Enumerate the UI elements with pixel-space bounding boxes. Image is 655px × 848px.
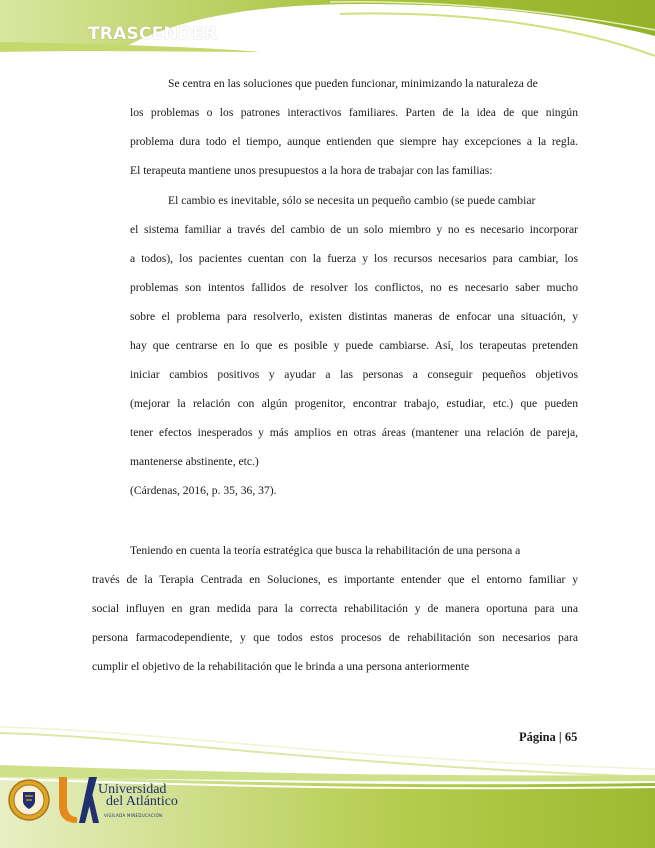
university-subtitle: VIGILADA MINEDUCACIÓN: [104, 813, 163, 818]
quote-line: sobre el problema para resolverlo, existen distintas maneras de enfocar una situación, y: [130, 310, 578, 323]
citation: (Cárdenas, 2016, p. 35, 36, 37).: [130, 484, 277, 497]
quote-line: mantenerse abstinente, etc.): [130, 455, 259, 468]
body-line: problema dura todo el tiempo, aunque entienden que siempre hay excepciones a la regla.: [130, 135, 578, 148]
university-monogram-icon: [55, 775, 99, 825]
body-line: los problemas o los patrones interactivos familiares. Parten de la idea de que ningún: [130, 106, 578, 119]
university-logo: [8, 773, 178, 827]
body-line: persona farmacodependiente, y que todos estos procesos de rehabilitación son necesarios para: [92, 631, 578, 644]
quote-line: a todos), los pacientes cuentan con la fuerza y los recursos necesarios para cambiar, los: [130, 252, 578, 265]
quote-line: tener efectos inesperados y más amplios en otras áreas (mantener una relación de pareja,: [130, 426, 578, 439]
university-name-line1: Universidad: [98, 782, 167, 797]
university-name: [98, 784, 178, 808]
page-number: Página | 65: [519, 730, 578, 744]
body-line: El terapeuta mantiene unos presupuestos a la hora de trabajar con las familias:: [130, 164, 493, 177]
university-name-line2: del Atlántico: [106, 794, 178, 809]
quote-line: hay que centrarse en lo que es posible y puede cambiarse. Así, los terapeutas pretenden: [130, 339, 578, 352]
body-line: Teniendo en cuenta la teoría estratégica que busca la rehabilitación de una persona a: [130, 544, 521, 557]
body-line: social influyen en gran medida para la correcta rehabilitación y de manera oportuna para una: [92, 602, 578, 615]
header-brand-title: TRASCENDER: [88, 24, 218, 44]
quote-line: problemas son intentos fallidos de resolver los conflictos, no es necesario saber mucho: [130, 281, 578, 294]
university-seal-icon: [8, 779, 50, 821]
body-line: Se centra en las soluciones que pueden funcionar, minimizando la naturaleza de: [168, 77, 538, 90]
quote-line: El cambio es inevitable, sólo se necesita un pequeño cambio (se puede cambiar: [168, 194, 536, 207]
quote-line: (mejorar la relación con algún progenitor, encontrar trabajo, estudiar, etc.) que pueden: [130, 397, 578, 410]
quote-line: iniciar cambios positivos y ayudar a las personas a conseguir pequeños objetivos: [130, 368, 578, 381]
body-line: través de la Terapia Centrada en Soluciones, es importante entender que el entorno familiar y: [92, 573, 578, 586]
body-line: cumplir el objetivo de la rehabilitación que le brinda a una persona anteriormente: [92, 660, 470, 673]
quote-line: el sistema familiar a través del cambio de un solo miembro y no es necesario incorporar: [130, 223, 578, 236]
